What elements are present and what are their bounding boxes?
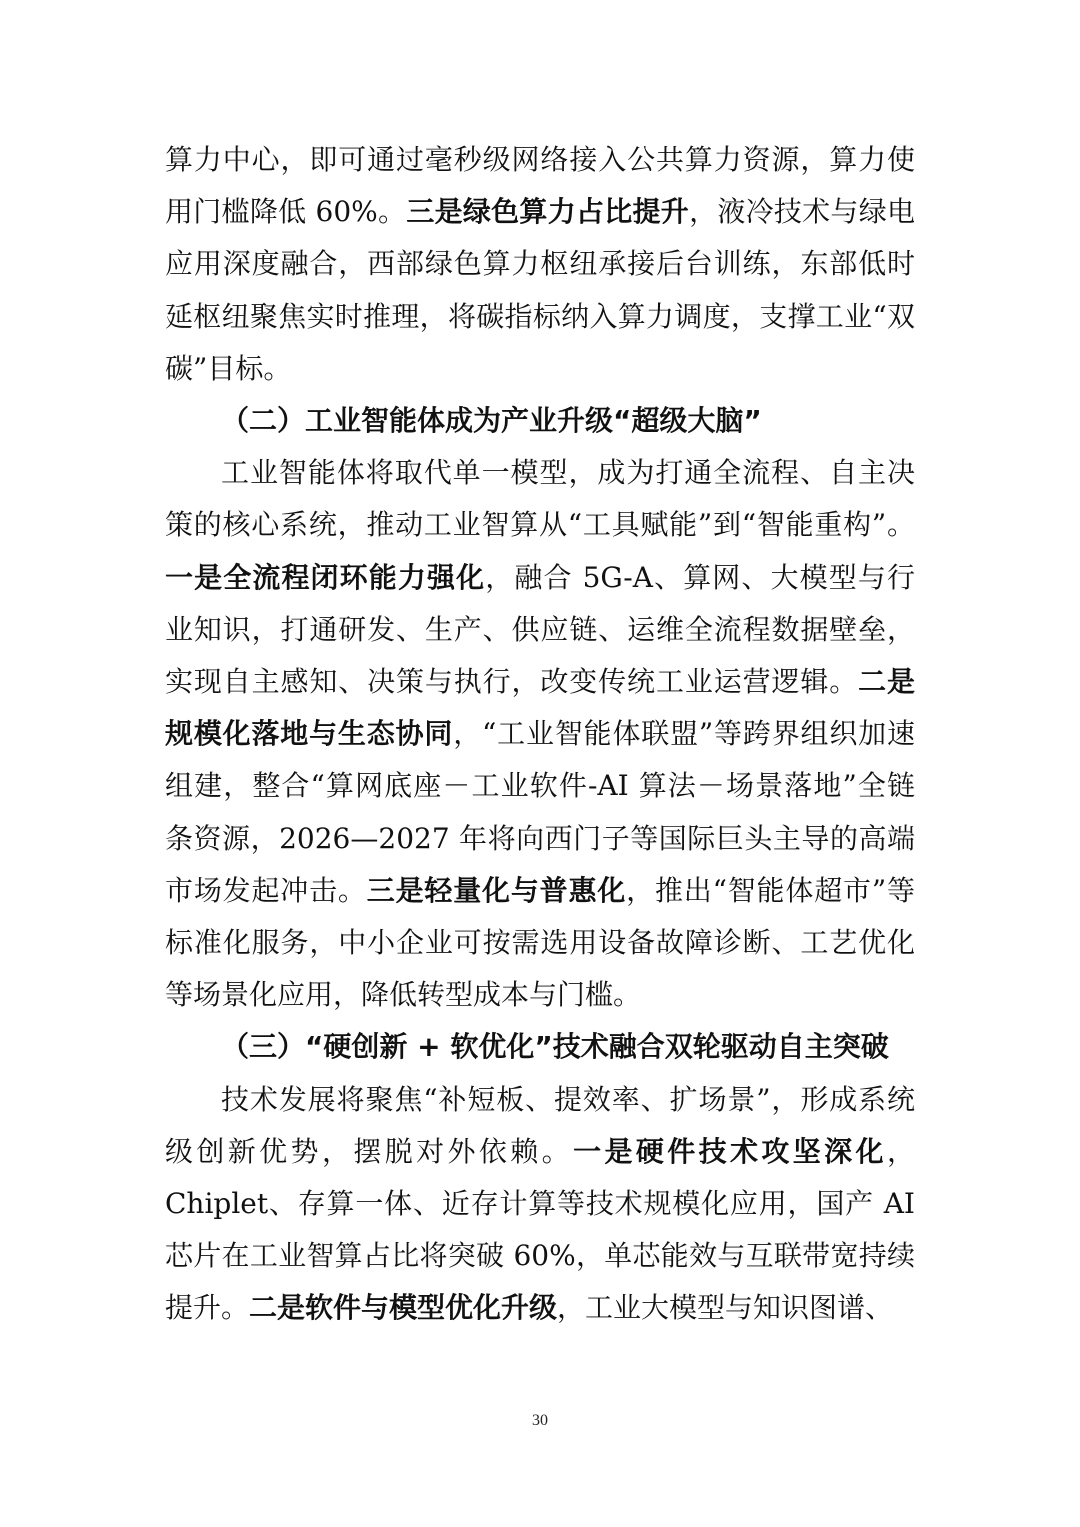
paragraph-green-computing — [165, 134, 915, 395]
paragraph-text: 工业智能体将取代单一模型，成为打通全流程、自主决策的核心系统，推动工业智算从“工具赋能”到“智能重构”。 — [165, 456, 915, 542]
section-heading-3: （三）“硬创新 + 软优化”技术融合双轮驱动自主突破 — [221, 1030, 889, 1064]
paragraph-text: ，Chiplet、存算一体、近存计算等技术规模化应用，国产 AI 芯片在工业智算占比将突破 60%，单芯能效与互联带宽持续提升。 — [165, 1134, 915, 1325]
paragraph-industrial-agents — [165, 447, 915, 1021]
paragraph-text: ，推出“智能体超市”等标准化服务，中小企业可按需选用设备故障诊断、工艺优化等场景化应用，降低转型成本与门槛。 — [165, 873, 915, 1012]
paragraph-tech-fusion — [165, 1074, 915, 1335]
bold-lead-phrase: 一是硬件技术攻坚深化 — [573, 1134, 887, 1168]
paragraph-text: 算力中心，即可通过毫秒级网络接入公共算力资源，算力使用门槛降低 60%。 — [165, 143, 915, 229]
bold-lead-phrase: 二是软件与模型优化升级 — [249, 1291, 558, 1325]
paragraph-text: 技术发展将聚焦“补短板、提效率、扩场景”，形成系统级创新优势，摆脱对外依赖。 — [165, 1082, 915, 1168]
paragraph-text: ，“工业智能体联盟”等跨界组织加速组建，整合“算网底座－工业软件-AI 算法－场景落地”全链条资源，2026—2027 年将向西门子等国际巨头主导的高端市场发起冲击。 — [165, 717, 915, 907]
paragraph-text: ，工业大模型与知识图谱、 — [557, 1291, 894, 1325]
bold-lead-phrase: 三是绿色算力占比提升 — [406, 195, 690, 229]
paragraph-text: ，液冷技术与绿电应用深度融合，西部绿色算力枢纽承接后台训练，东部低时延枢纽聚焦实时推理，将碳指标纳入算力调度，支撑工业“双碳”目标。 — [165, 195, 915, 385]
bold-lead-phrase: 二是规模化落地与生态协同 — [165, 665, 915, 751]
bold-lead-phrase: 三是轻量化与普惠化 — [366, 873, 627, 907]
document-body — [165, 134, 915, 1335]
section-heading-2: （二）工业智能体成为产业升级“超级大脑” — [221, 404, 762, 438]
paragraph-text: ，融合 5G-A、算网、大模型与行业知识，打通研发、生产、供应链、运维全流程数据壁垒，实现自主感知、决策与执行，改变传统工业运营逻辑。 — [165, 560, 915, 699]
bold-lead-phrase: 一是全流程闭环能力强化 — [165, 560, 486, 594]
page-number: 30 — [532, 1412, 548, 1429]
